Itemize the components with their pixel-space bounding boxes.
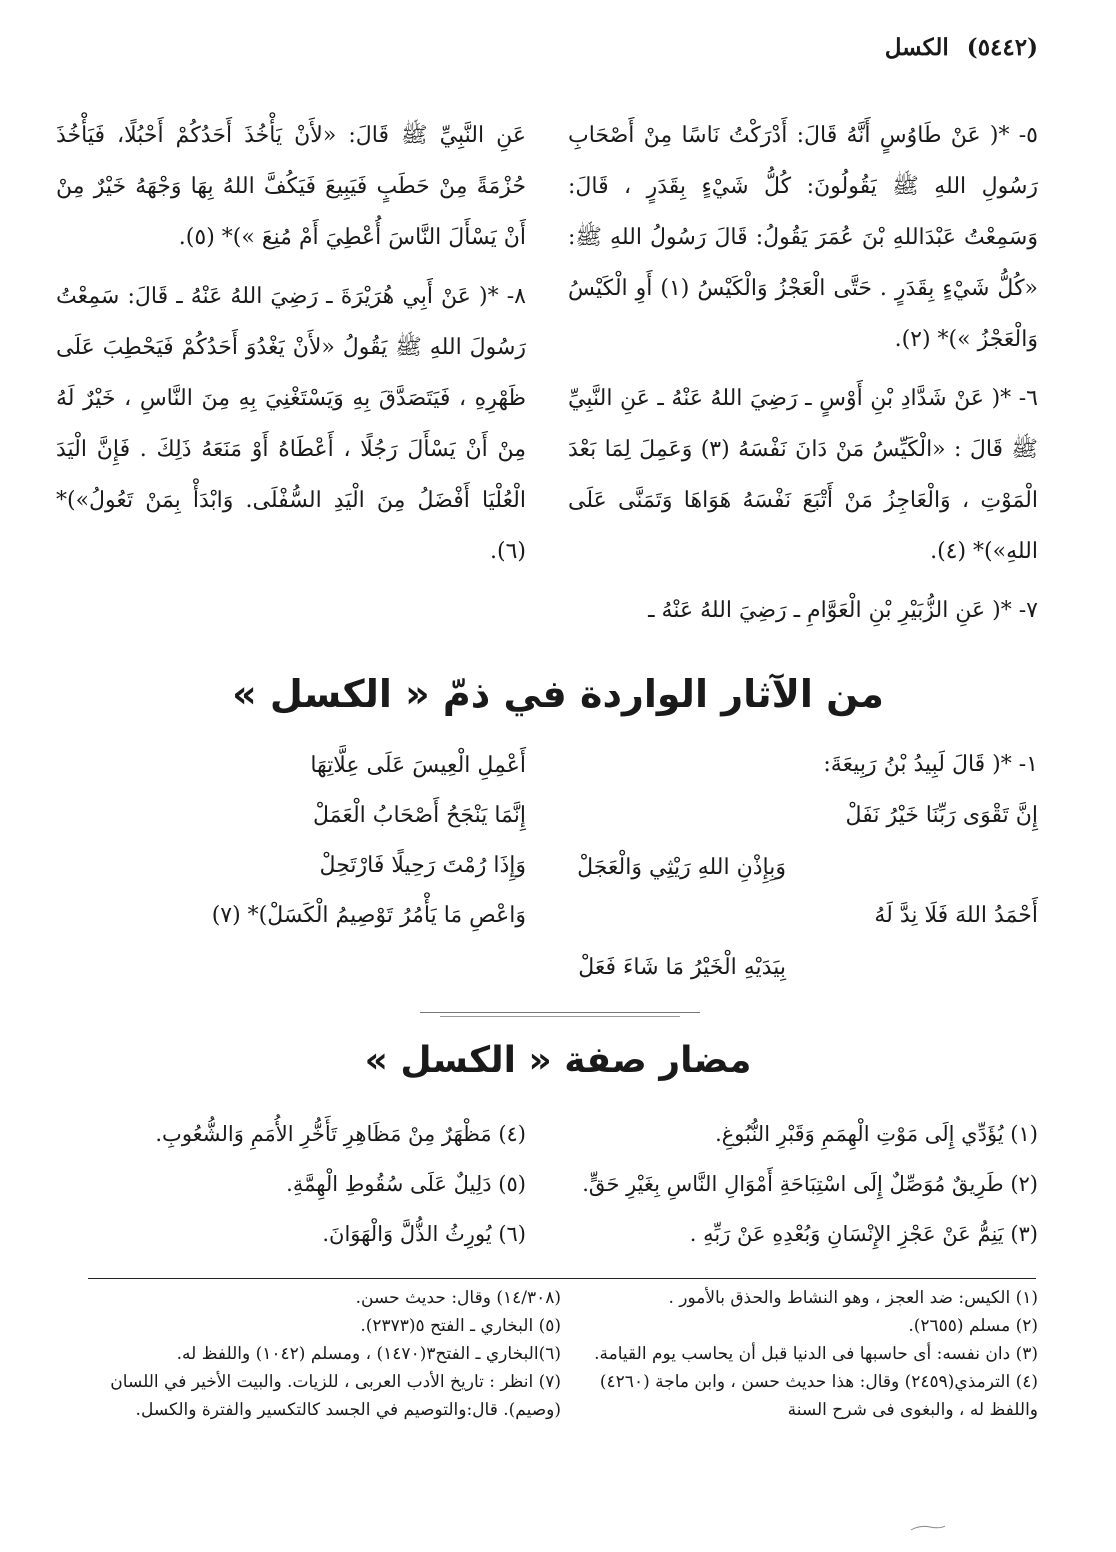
page-header [885,34,1038,61]
section-heading-harms: مضار صفة « الكسل » [364,1040,752,1081]
verse-4-second-hemistich: وَاعْصِ مَا يَأْمُرُ تَوْصِيمُ الْكَسَلْ)* (٧) [211,903,526,928]
footnotes-left [81,1284,561,1424]
section-divider [420,1012,700,1013]
footnote-1: (١) الكيس: ضد العجز ، وهو النشاط والحذق بالأمور . [668,1288,1038,1308]
verse-1-second-hemistich: أَعْمِلِ الْعِيسَ عَلَى عِلَّاتِهَا [310,753,526,778]
verse-4-first-hemistich: بِيَدَيْهِ الْخَيْرُ مَا شَاءَ فَعَلْ [578,955,786,980]
verse-3-first-hemistich: أَحْمَدُ اللهَ فَلَا نِدَّ لَهُ [874,903,1038,928]
verse-2-first-hemistich: وَبِإِذْنِ اللهِ رَيْثِي وَالْعَجَلْ [577,855,786,880]
footnote-rule [88,1278,1036,1279]
section-divider-inner [440,1016,680,1017]
hadith-column-left [56,110,526,585]
footnote-7: (٧) انظر : تاريخ الأدب العربى ، للزيات. والبيت الأخير في اللسان (وصيم). قال:والتوصيم في الجسد كالتكسير والفترة والكسل. [110,1372,561,1420]
hadith-column-right [568,110,1038,644]
section-heading-athar: من الآثار الواردة في ذمّ « الكسل » [232,672,884,716]
harm-2: (٢) طَرِيقٌ مُوَصِّلٌ إِلَى اسْتِبَاحَةِ أَمْوَالِ النَّاسِ بِغَيْرِ حَقٍّ. [582,1172,1038,1196]
hadith-6: ٦- *( عَنْ شَدَّادِ بْنِ أَوْسٍ ـ رَضِيَ اللهُ عَنْهُ ـ عَنِ النَّبِيِّ ﷺ قَالَ : «الْكَيِّسُ مَنْ دَانَ نَفْسَهُ (٣) وَعَمِلَ لِمَا بَعْدَ الْمَوْتِ ، وَالْعَاجِزُ مَنْ أَتْبَعَ نَفْسَهُ هَوَاهَا وَتَمَنَّى عَلَى اللهِ»)* (٤). [568,386,1039,564]
page-header-title: الكسل [884,34,949,61]
scan-mark [910,1524,946,1532]
hadith-7-continued: عَنِ النَّبِيِّ ﷺ قَالَ: «لأَنْ يَأْخُذَ أَحَدُكُمْ أَحْبُلًا، فَيَأْخُذَ حُزْمَةً مِنْ حَطَبٍ فَيَبِيعَ فَيَكُفَّ اللهُ بِهَا وَجْهَهُ خَيْرٌ مِنْ أَنْ يَسْأَلَ النَّاسَ أُعْطِيَ أَمْ مُنِعَ »)* (٥). [56,123,526,250]
verse-3-second-hemistich: وَإِذَا رُمْتَ رَحِيلًا فَارْتَحِلْ [319,853,526,878]
hadith-7-start: ٧- *( عَنِ الزُّبَيْرِ بْنِ الْعَوَّامِ ـ رَضِيَ اللهُ عَنْهُ ـ [648,598,1038,623]
page-number: (٥٤٤٢) [966,34,1038,61]
hadith-8: ٨- *( عَنْ أَبِي هُرَيْرَةَ ـ رَضِيَ اللهُ عَنْهُ ـ قَالَ: سَمِعْتُ رَسُولَ اللهِ ﷺ يَقُولُ «لأَنْ يَغْدُوَ أَحَدُكُمْ فَيَحْطِبَ عَلَى ظَهْرِهِ ، فَيَتَصَدَّقَ بِهِ وَيَسْتَغْنِيَ بِهِ مِنَ النَّاسِ ، خَيْرٌ لَهُ مِنْ أَنْ يَسْأَلَ رَجُلًا ، أَعْطَاهُ أَوْ مَنَعَهُ ذَلِكَ . فَإِنَّ الْيَدَ الْعُلْيَا أَفْضَلُ مِنَ الْيَدِ السُّفْلَى. وَابْدَأْ بِمَنْ تَعُولُ»)* (٦). [56,284,526,564]
footnote-6: (٦)البخاري ـ الفتح٣(١٤٧٠) ، ومسلم (١٠٤٢) واللفظ له. [176,1344,561,1364]
footnote-3: (٣) دان نفسه: أى حاسبها فى الدنيا قبل أن يحاسب يوم القيامة. [594,1344,1038,1364]
footnote-4-continued: (١٤/٣٠٨) وقال: حديث حسن. [355,1288,561,1308]
verse-2-second-hemistich: إِنَّمَا يَنْجَحُ أَصْحَابُ الْعَمَلْ [312,803,526,828]
footnote-4: (٤) الترمذي(٢٤٥٩) وقال: هذا حديث حسن ، وابن ماجة (٤٢٦٠) واللفظ له ، والبغوى فى شرح السنة [599,1372,1038,1420]
harm-1: (١) يُؤَدِّي إِلَى مَوْتِ الْهِمَمِ وَقَبْرِ النُّبُوغِ. [715,1122,1038,1146]
harm-4: (٤) مَظْهَرٌ مِنْ مَظَاهِرِ تَأَخُّرِ الأُمَمِ وَالشُّعُوبِ. [155,1122,526,1146]
footnote-5: (٥) البخاري ـ الفتح ٥(٢٣٧٣). [360,1316,561,1336]
harm-3: (٣) يَنِمُّ عَنْ عَجْزِ الإِنْسَانِ وَبُعْدِهِ عَنْ رَبِّهِ . [689,1222,1038,1246]
poetry-intro: ١- *( قَالَ لَبِيدُ بْنُ رَبِيعَةَ: [823,752,1038,777]
hadith-5: ٥- *( عَنْ طَاوُسٍ أَنَّهُ قَالَ: أَدْرَكْتُ نَاسًا مِنْ أَصْحَابِ رَسُولِ اللهِ ﷺ يَقُولُونَ: كُلُّ شَيْءٍ بِقَدَرٍ ، قَالَ: وَسَمِعْتُ عَبْدَاللهِ بْنَ عُمَرَ يَقُولُ: قَالَ رَسُولُ اللهِ ﷺ: «كُلُّ شَيْءٍ بِقَدَرٍ . حَتَّى الْعَجْزُ وَالْكَيْسُ (١) أَوِ الْكَيْسُ وَالْعَجْزُ »)* (٢). [568,123,1039,352]
footnote-2: (٢) مسلم (٢٦٥٥). [908,1316,1038,1336]
harm-5: (٥) دَلِيلٌ عَلَى سُقُوطِ الْهِمَّةِ. [286,1172,526,1196]
harm-6: (٦) يُورِثُ الذُّلَّ وَالْهَوَانَ. [322,1222,526,1246]
verse-1-first-hemistich: إِنَّ تَقْوَى رَبِّنَا خَيْرُ نَفَلْ [845,803,1038,828]
footnotes-right [588,1284,1038,1424]
